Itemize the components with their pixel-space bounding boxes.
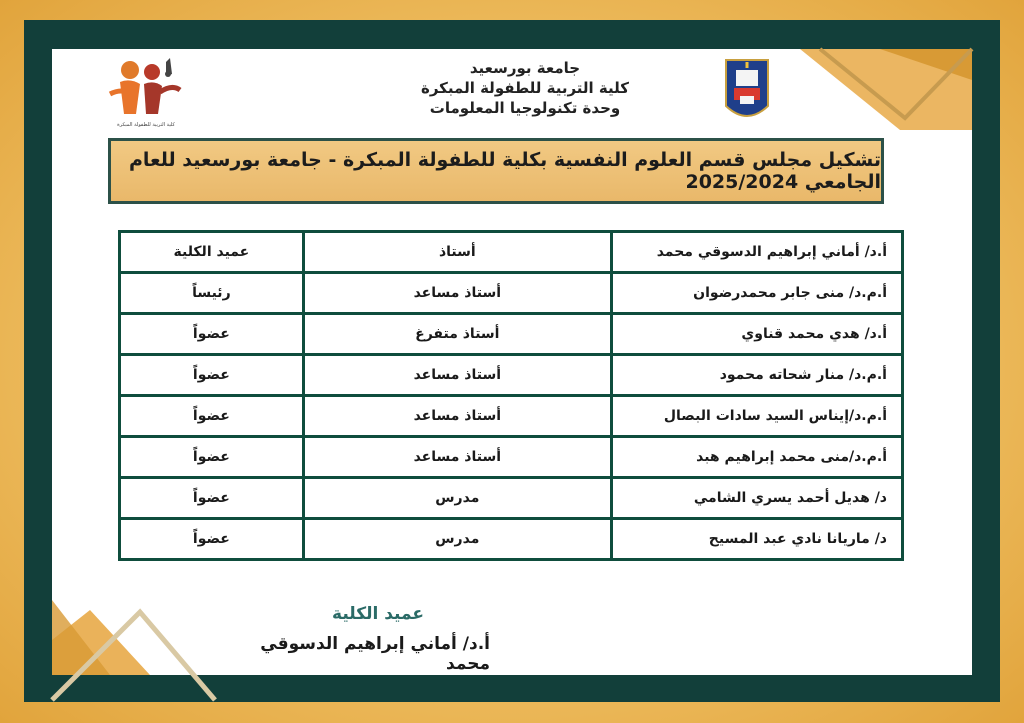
logo-caption: كلية التربية للطفولة المبكرة	[117, 122, 175, 128]
institution-header	[360, 58, 690, 118]
name-cell: د/ ماريانا نادي عبد المسيح	[611, 519, 902, 560]
name-cell: د/ هديل أحمد يسري الشامي	[611, 478, 902, 519]
rank-cell: مدرس	[303, 478, 611, 519]
rank-cell: مدرس	[303, 519, 611, 560]
signature-name: أ.د/ أماني إبراهيم الدسوقي محمد	[260, 634, 490, 674]
name-cell: أ.م.د/إيناس السيد سادات البصال	[611, 396, 902, 437]
table-row	[120, 519, 903, 560]
unit-name: وحدة تكنولوجيا المعلومات	[429, 99, 621, 117]
rank-cell: أستاذ مساعد	[303, 355, 611, 396]
name-cell: أ.م.د/ منار شحاته محمود	[611, 355, 902, 396]
role-cell: عضواً	[120, 314, 304, 355]
table-row	[120, 437, 903, 478]
university-name: جامعة بورسعيد	[469, 59, 581, 77]
rank-cell: أستاذ	[303, 232, 611, 273]
name-cell: أ.د/ أماني إبراهيم الدسوقي محمد	[611, 232, 902, 273]
rank-cell: أستاذ مساعد	[303, 396, 611, 437]
table-row	[120, 232, 903, 273]
role-cell: رئيساً	[120, 273, 304, 314]
table-row	[120, 478, 903, 519]
rank-cell: أستاذ مساعد	[303, 437, 611, 478]
signature-title: عميد الكلية	[332, 604, 424, 624]
rank-cell: أستاذ متفرغ	[303, 314, 611, 355]
role-cell: عضواً	[120, 519, 304, 560]
university-shield-logo	[722, 56, 772, 128]
title-banner	[108, 138, 884, 204]
role-cell: عضواً	[120, 396, 304, 437]
role-cell: عميد الكلية	[120, 232, 304, 273]
table-row	[120, 273, 903, 314]
rank-cell: أستاذ مساعد	[303, 273, 611, 314]
role-cell: عضواً	[120, 437, 304, 478]
children-music-logo	[100, 54, 192, 132]
faculty-name: كلية التربية للطفولة المبكرة	[421, 79, 629, 97]
council-table	[118, 230, 904, 561]
name-cell: أ.م.د/منى محمد إبراهيم هبد	[611, 437, 902, 478]
role-cell: عضواً	[120, 355, 304, 396]
signature-block	[250, 604, 490, 674]
table-row	[120, 314, 903, 355]
document-title: تشكيل مجلس قسم العلوم النفسية بكلية للطفولة المبكرة - جامعة بورسعيد للعام الجامعي 2025/2024	[128, 149, 881, 193]
table-row	[120, 355, 903, 396]
role-cell: عضواً	[120, 478, 304, 519]
name-cell: أ.م.د/ منى جابر محمدرضوان	[611, 273, 902, 314]
table-row	[120, 396, 903, 437]
name-cell: أ.د/ هدي محمد قناوي	[611, 314, 902, 355]
